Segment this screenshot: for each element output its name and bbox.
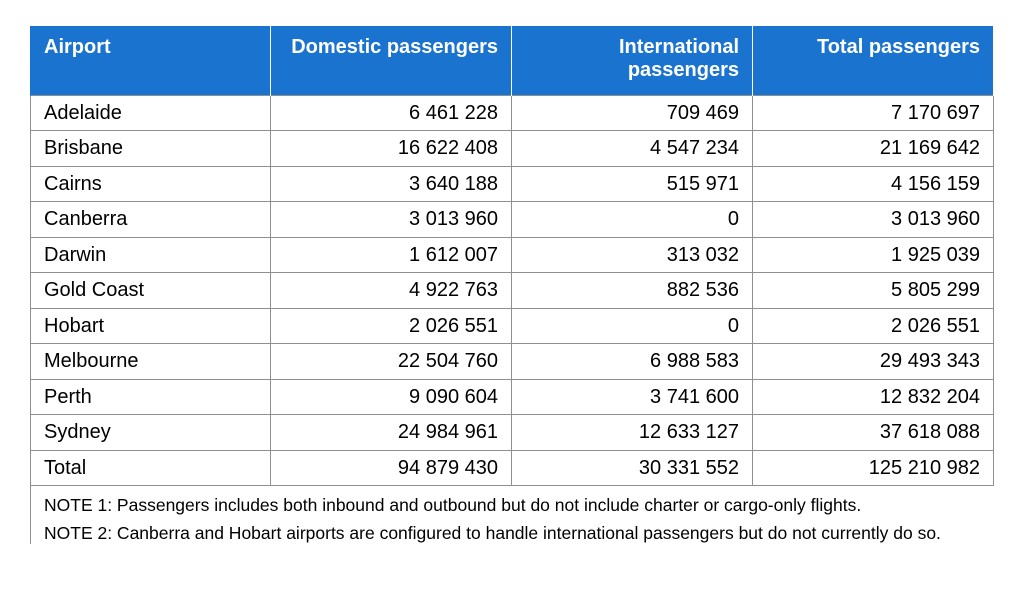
table-row bbox=[31, 273, 994, 309]
cell-international: 313 032 bbox=[512, 237, 753, 273]
cell-total: 7 170 697 bbox=[753, 95, 994, 131]
cell-airport: Gold Coast bbox=[31, 273, 271, 309]
cell-international: 4 547 234 bbox=[512, 131, 753, 167]
header-domestic: Domestic passengers bbox=[271, 26, 512, 95]
cell-international: 0 bbox=[512, 202, 753, 238]
cell-airport: Perth bbox=[31, 379, 271, 415]
table-row bbox=[31, 379, 994, 415]
cell-domestic: 9 090 604 bbox=[271, 379, 512, 415]
airport-passengers-table bbox=[30, 26, 994, 486]
cell-domestic: 3 013 960 bbox=[271, 202, 512, 238]
cell-total: 37 618 088 bbox=[753, 415, 994, 451]
cell-total: 125 210 982 bbox=[753, 450, 994, 486]
cell-international: 709 469 bbox=[512, 95, 753, 131]
header-airport: Airport bbox=[31, 26, 271, 95]
cell-domestic: 4 922 763 bbox=[271, 273, 512, 309]
cell-domestic: 3 640 188 bbox=[271, 166, 512, 202]
cell-international: 12 633 127 bbox=[512, 415, 753, 451]
cell-international: 882 536 bbox=[512, 273, 753, 309]
cell-total: 3 013 960 bbox=[753, 202, 994, 238]
cell-airport: Darwin bbox=[31, 237, 271, 273]
cell-total: 1 925 039 bbox=[753, 237, 994, 273]
cell-domestic: 16 622 408 bbox=[271, 131, 512, 167]
table-row bbox=[31, 95, 994, 131]
cell-total: 12 832 204 bbox=[753, 379, 994, 415]
cell-airport: Cairns bbox=[31, 166, 271, 202]
cell-total: 4 156 159 bbox=[753, 166, 994, 202]
cell-international: 0 bbox=[512, 308, 753, 344]
cell-international: 6 988 583 bbox=[512, 344, 753, 380]
table-row bbox=[31, 202, 994, 238]
cell-domestic: 1 612 007 bbox=[271, 237, 512, 273]
cell-international: 30 331 552 bbox=[512, 450, 753, 486]
cell-total: 29 493 343 bbox=[753, 344, 994, 380]
cell-airport: Total bbox=[31, 450, 271, 486]
cell-domestic: 22 504 760 bbox=[271, 344, 512, 380]
table-row bbox=[31, 344, 994, 380]
cell-airport: Hobart bbox=[31, 308, 271, 344]
cell-total: 21 169 642 bbox=[753, 131, 994, 167]
table-header-row bbox=[31, 26, 994, 95]
cell-domestic: 94 879 430 bbox=[271, 450, 512, 486]
table-notes bbox=[30, 486, 993, 544]
cell-international: 515 971 bbox=[512, 166, 753, 202]
cell-domestic: 2 026 551 bbox=[271, 308, 512, 344]
header-total: Total passengers bbox=[753, 26, 994, 95]
passenger-table-container bbox=[30, 26, 993, 551]
cell-domestic: 24 984 961 bbox=[271, 415, 512, 451]
table-row bbox=[31, 308, 994, 344]
cell-airport: Adelaide bbox=[31, 95, 271, 131]
note-1: NOTE 1: Passengers includes both inbound and outbound but do not include charter or cargo-only flights. bbox=[44, 495, 862, 515]
cell-airport: Canberra bbox=[31, 202, 271, 238]
cell-total: 2 026 551 bbox=[753, 308, 994, 344]
table-row bbox=[31, 131, 994, 167]
cell-domestic: 6 461 228 bbox=[271, 95, 512, 131]
note-2: NOTE 2: Canberra and Hobart airports are configured to handle international passengers but do not currently do so. bbox=[44, 523, 941, 543]
cell-airport: Brisbane bbox=[31, 131, 271, 167]
cell-airport: Sydney bbox=[31, 415, 271, 451]
header-international: International passengers bbox=[512, 26, 753, 95]
cell-total: 5 805 299 bbox=[753, 273, 994, 309]
cell-international: 3 741 600 bbox=[512, 379, 753, 415]
table-row bbox=[31, 166, 994, 202]
table-total-row bbox=[31, 450, 994, 486]
cell-airport: Melbourne bbox=[31, 344, 271, 380]
table-row bbox=[31, 237, 994, 273]
table-row bbox=[31, 415, 994, 451]
